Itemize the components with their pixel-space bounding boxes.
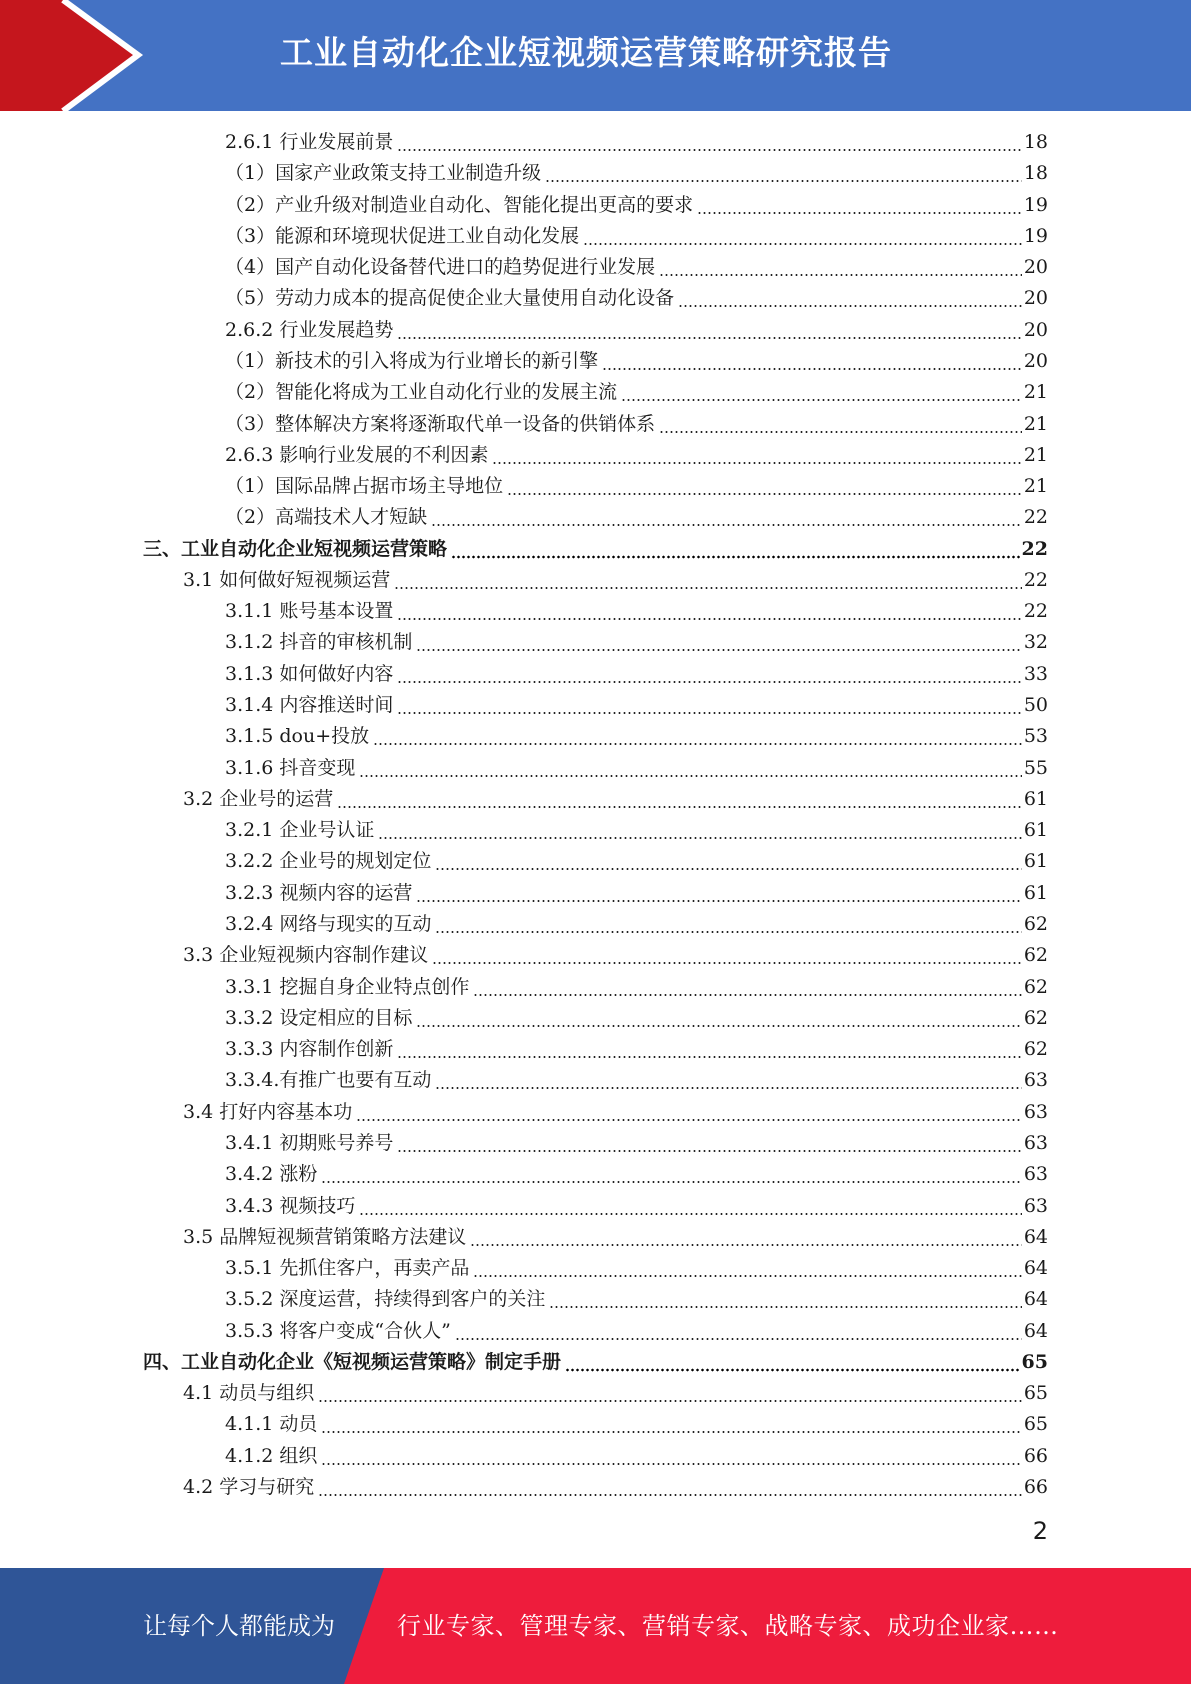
- toc-entry[interactable]: [225, 1128, 1048, 1159]
- toc-dot-leader: [397, 1128, 1021, 1159]
- toc-entry[interactable]: [183, 940, 1048, 971]
- page-header: [0, 0, 1191, 111]
- toc-entry-page: 64: [1023, 1288, 1048, 1311]
- toc-entry-page: 64: [1023, 1225, 1048, 1248]
- toc-entry-label: 3.1.2 抖音的审核机制: [225, 631, 413, 654]
- toc-entry-page: 66: [1023, 1444, 1048, 1467]
- toc-entry-label: 3.5.3 将客户变成“合伙人”: [225, 1319, 451, 1342]
- toc-dot-leader: [416, 1003, 1021, 1034]
- toc-entry-page: 61: [1023, 819, 1048, 842]
- toc-entry-page: 21: [1023, 412, 1048, 435]
- toc-entry-page: 50: [1023, 694, 1048, 717]
- toc-entry[interactable]: [225, 1191, 1048, 1222]
- toc-entry-page: 63: [1023, 1163, 1048, 1186]
- toc-entry[interactable]: [225, 377, 1048, 408]
- toc-entry[interactable]: [225, 471, 1048, 502]
- toc-dot-leader: [473, 1253, 1021, 1284]
- toc-entry-page: 53: [1023, 725, 1048, 748]
- toc-dot-leader: [455, 1316, 1022, 1347]
- toc-entry[interactable]: [183, 1097, 1048, 1128]
- toc-entry-label: 3.4 打好内容基本功: [183, 1100, 353, 1123]
- toc-entry-label: （1）国际品牌占据市场主导地位: [225, 475, 504, 498]
- toc-dot-leader: [397, 659, 1021, 690]
- toc-entry[interactable]: [225, 690, 1048, 721]
- toc-entry[interactable]: [225, 1409, 1048, 1440]
- toc-dot-leader: [397, 596, 1021, 627]
- toc-dot-leader: [321, 1409, 1021, 1440]
- toc-entry[interactable]: [225, 1065, 1048, 1096]
- toc-entry-page: 18: [1023, 162, 1048, 185]
- toc-entry[interactable]: [225, 1034, 1048, 1065]
- toc-entry[interactable]: [225, 721, 1048, 752]
- red-chevron-icon: [0, 0, 160, 111]
- toc-dot-leader: [507, 471, 1022, 502]
- toc-entry-label: 3.3 企业短视频内容制作建议: [183, 944, 429, 967]
- toc-entry[interactable]: [183, 565, 1048, 596]
- toc-dot-leader: [621, 377, 1022, 408]
- toc-entry-label: 3.1.1 账号基本设置: [225, 600, 394, 623]
- toc-dot-leader: [659, 409, 1022, 440]
- toc-dot-leader: [659, 252, 1022, 283]
- toc-entry-label: 四、工业自动化企业《短视频运营策略》制定手册: [143, 1350, 562, 1373]
- toc-dot-leader: [321, 1159, 1021, 1190]
- toc-entry-label: 3.2.1 企业号认证: [225, 819, 375, 842]
- toc-dot-leader: [359, 753, 1021, 784]
- toc-entry[interactable]: [225, 972, 1048, 1003]
- toc-entry-label: （2）高端技术人才短缺: [225, 506, 428, 529]
- toc-entry[interactable]: [225, 190, 1048, 221]
- toc-dot-leader: [378, 815, 1021, 846]
- toc-dot-leader: [431, 502, 1022, 533]
- toc-entry-page: 63: [1023, 1131, 1048, 1154]
- toc-entry[interactable]: [225, 252, 1048, 283]
- toc-dot-leader: [432, 940, 1022, 971]
- toc-entry-label: 3.4.3 视频技巧: [225, 1194, 356, 1217]
- toc-entry-label: 3.1.5 dou+投放: [225, 725, 370, 748]
- toc-entry-label: 3.2 企业号的运营: [183, 787, 334, 810]
- toc-entry-page: 33: [1023, 662, 1048, 685]
- toc-entry-label: 3.5 品牌短视频营销策略方法建议: [183, 1225, 467, 1248]
- toc-dot-leader: [545, 158, 1022, 189]
- toc-entry[interactable]: [225, 1441, 1048, 1472]
- toc-dot-leader: [318, 1472, 1022, 1503]
- toc-entry-page: 65: [1023, 1382, 1048, 1405]
- toc-entry[interactable]: [225, 502, 1048, 533]
- toc-entry-label: （2）产业升级对制造业自动化、智能化提出更高的要求: [225, 193, 694, 216]
- toc-entry-page: 18: [1023, 131, 1048, 153]
- toc-entry-page: 21: [1023, 475, 1048, 498]
- toc-entry-label: 3.3.3 内容制作创新: [225, 1038, 394, 1061]
- toc-dot-leader: [451, 534, 1020, 565]
- toc-entry-label: 4.2 学习与研究: [183, 1476, 315, 1499]
- toc-entry-page: 63: [1023, 1100, 1048, 1123]
- toc-entry[interactable]: [183, 1472, 1048, 1503]
- toc-dot-leader: [549, 1284, 1021, 1315]
- toc-entry-label: 3.1.4 内容推送时间: [225, 694, 394, 717]
- toc-entry-label: 3.2.4 网络与现实的互动: [225, 913, 432, 935]
- toc-entry-page: 20: [1023, 256, 1048, 279]
- toc-entry[interactable]: [225, 815, 1048, 846]
- toc-entry-page: 19: [1023, 224, 1048, 247]
- toc-entry-label: 3.3.2 设定相应的目标: [225, 1006, 413, 1029]
- toc-dot-leader: [602, 346, 1022, 377]
- toc-entry-page: 21: [1023, 381, 1048, 404]
- toc-entry-label: （2）智能化将成为工业自动化行业的发展主流: [225, 381, 618, 404]
- toc-entry[interactable]: [225, 753, 1048, 784]
- toc-entry-page: 62: [1023, 1038, 1048, 1061]
- toc-entry[interactable]: [225, 846, 1048, 877]
- toc-entry-label: 4.1.1 动员: [225, 1413, 318, 1436]
- toc-entry[interactable]: [183, 1222, 1048, 1253]
- toc-entry-label: 3.2.2 企业号的规划定位: [225, 850, 432, 873]
- toc-entry-page: 65: [1023, 1413, 1048, 1436]
- toc-entry-label: 三、工业自动化企业短视频运营策略: [143, 537, 448, 560]
- toc-entry[interactable]: [225, 409, 1048, 440]
- toc-entry-page: 21: [1023, 443, 1048, 466]
- toc-entry-label: 4.1.2 组织: [225, 1444, 318, 1467]
- toc-entry-page: 62: [1023, 1006, 1048, 1029]
- toc-entry-page: 63: [1023, 1069, 1048, 1092]
- toc-entry[interactable]: [225, 283, 1048, 314]
- toc-entry[interactable]: [225, 1253, 1048, 1284]
- toc-entry-label: （1）新技术的引入将成为行业增长的新引擎: [225, 349, 599, 372]
- toc-entry-label: 4.1 动员与组织: [183, 1382, 315, 1405]
- toc-dot-leader: [470, 1222, 1022, 1253]
- toc-entry-label: 2.6.1 行业发展前景: [225, 131, 394, 153]
- toc-entry-label: 3.3.4.有推广也要有互动: [225, 1069, 432, 1092]
- toc-entry-page: 65: [1021, 1350, 1048, 1373]
- toc-entry-page: 64: [1023, 1319, 1048, 1342]
- toc-entry[interactable]: [225, 659, 1048, 690]
- toc-entry[interactable]: [225, 909, 1048, 940]
- report-title: 工业自动化企业短视频运营策略研究报告: [280, 33, 892, 72]
- toc-dot-leader: [565, 1347, 1020, 1378]
- toc-entry-page: 61: [1023, 881, 1048, 904]
- toc-dot-leader: [416, 627, 1021, 658]
- toc-entry[interactable]: [225, 1316, 1048, 1347]
- toc-entry-page: 64: [1023, 1257, 1048, 1280]
- toc-entry[interactable]: [183, 784, 1048, 815]
- toc-entry[interactable]: [143, 1347, 1048, 1378]
- toc-dot-leader: [318, 1378, 1022, 1409]
- toc-entry-label: 3.5.1 先抓住客户，再卖产品: [225, 1257, 470, 1280]
- toc-entry-label: （3）整体解决方案将逐渐取代单一设备的供销体系: [225, 412, 656, 435]
- toc-entry-page: 32: [1023, 631, 1048, 654]
- toc-entry-label: 2.6.2 行业发展趋势: [225, 318, 394, 341]
- toc-entry[interactable]: [225, 127, 1048, 158]
- toc-dot-leader: [397, 127, 1021, 158]
- toc-entry-page: 55: [1023, 756, 1048, 779]
- toc-entry-label: 3.3.1 挖掘自身企业特点创作: [225, 975, 470, 998]
- toc-entry-label: 3.1.6 抖音变现: [225, 756, 356, 779]
- toc-entry[interactable]: [225, 440, 1048, 471]
- toc-entry[interactable]: [225, 158, 1048, 189]
- toc-dot-leader: [435, 909, 1021, 940]
- toc-dot-leader: [697, 190, 1022, 221]
- toc-dot-leader: [473, 972, 1021, 1003]
- toc-entry-label: 3.4.1 初期账号养号: [225, 1131, 394, 1154]
- toc-dot-leader: [337, 784, 1022, 815]
- toc-dot-leader: [678, 283, 1022, 314]
- toc-entry-page: 61: [1023, 850, 1048, 873]
- toc-dot-leader: [416, 878, 1021, 909]
- page-footer: [0, 1568, 1191, 1684]
- toc-dot-leader: [397, 690, 1021, 721]
- toc-dot-leader: [359, 1191, 1021, 1222]
- toc-dot-leader: [583, 221, 1022, 252]
- toc-entry-page: 20: [1023, 349, 1048, 372]
- toc-entry-page: 63: [1023, 1194, 1048, 1217]
- toc-entry[interactable]: [225, 596, 1048, 627]
- toc-entry-page: 19: [1023, 193, 1048, 216]
- footer-slogan-left: 让每个人都能成为: [143, 1612, 335, 1640]
- toc-entry-label: （3）能源和环境现状促进工业自动化发展: [225, 224, 580, 247]
- toc-entry[interactable]: [225, 315, 1048, 346]
- toc-entry-label: （4）国产自动化设备替代进口的趋势促进行业发展: [225, 256, 656, 279]
- toc-entry-page: 66: [1023, 1476, 1048, 1499]
- toc-dot-leader: [394, 565, 1022, 596]
- page-number: 2: [1032, 1517, 1048, 1545]
- toc-entry[interactable]: [225, 221, 1048, 252]
- toc-entry[interactable]: [225, 627, 1048, 658]
- toc-entry[interactable]: [225, 346, 1048, 377]
- toc-dot-leader: [356, 1097, 1022, 1128]
- toc-entry-page: 22: [1021, 537, 1048, 560]
- toc-entry-page: 62: [1023, 975, 1048, 998]
- toc-dot-leader: [492, 440, 1021, 471]
- toc-entry-page: 20: [1023, 318, 1048, 341]
- toc-dot-leader: [397, 315, 1021, 346]
- toc-entry-page: 22: [1023, 568, 1048, 591]
- toc-dot-leader: [373, 721, 1022, 752]
- toc-entry[interactable]: [225, 1003, 1048, 1034]
- toc-entry-label: （5）劳动力成本的提高促使企业大量使用自动化设备: [225, 287, 675, 310]
- toc-entry-label: 3.2.3 视频内容的运营: [225, 881, 413, 904]
- toc-dot-leader: [397, 1034, 1021, 1065]
- toc-dot-leader: [435, 1065, 1021, 1096]
- toc-entry-page: 62: [1023, 944, 1048, 967]
- footer-slogan-right: 行业专家、管理专家、营销专家、战略专家、成功企业家……: [397, 1612, 1059, 1640]
- toc-entry-page: 22: [1023, 600, 1048, 623]
- toc-entry-page: 22: [1023, 506, 1048, 529]
- toc-entry-label: 3.5.2 深度运营，持续得到客户的关注: [225, 1288, 546, 1311]
- toc-entry[interactable]: [225, 1284, 1048, 1315]
- toc-entry[interactable]: [225, 1159, 1048, 1190]
- toc-entry-page: 61: [1023, 787, 1048, 810]
- toc-dot-leader: [435, 846, 1021, 877]
- toc-entry-label: （1）国家产业政策支持工业制造升级: [225, 162, 542, 185]
- toc-dot-leader: [321, 1441, 1021, 1472]
- toc-entry[interactable]: [143, 534, 1048, 565]
- toc-entry-label: 3.4.2 涨粉: [225, 1163, 318, 1186]
- toc-entry-label: 3.1 如何做好短视频运营: [183, 568, 391, 591]
- toc-entry[interactable]: [183, 1378, 1048, 1409]
- toc-entry-label: 3.1.3 如何做好内容: [225, 662, 394, 685]
- toc-entry-label: 2.6.3 影响行业发展的不利因素: [225, 443, 489, 466]
- toc-entry-page: 62: [1023, 913, 1048, 935]
- toc-entry-page: 20: [1023, 287, 1048, 310]
- toc-entry[interactable]: [225, 878, 1048, 909]
